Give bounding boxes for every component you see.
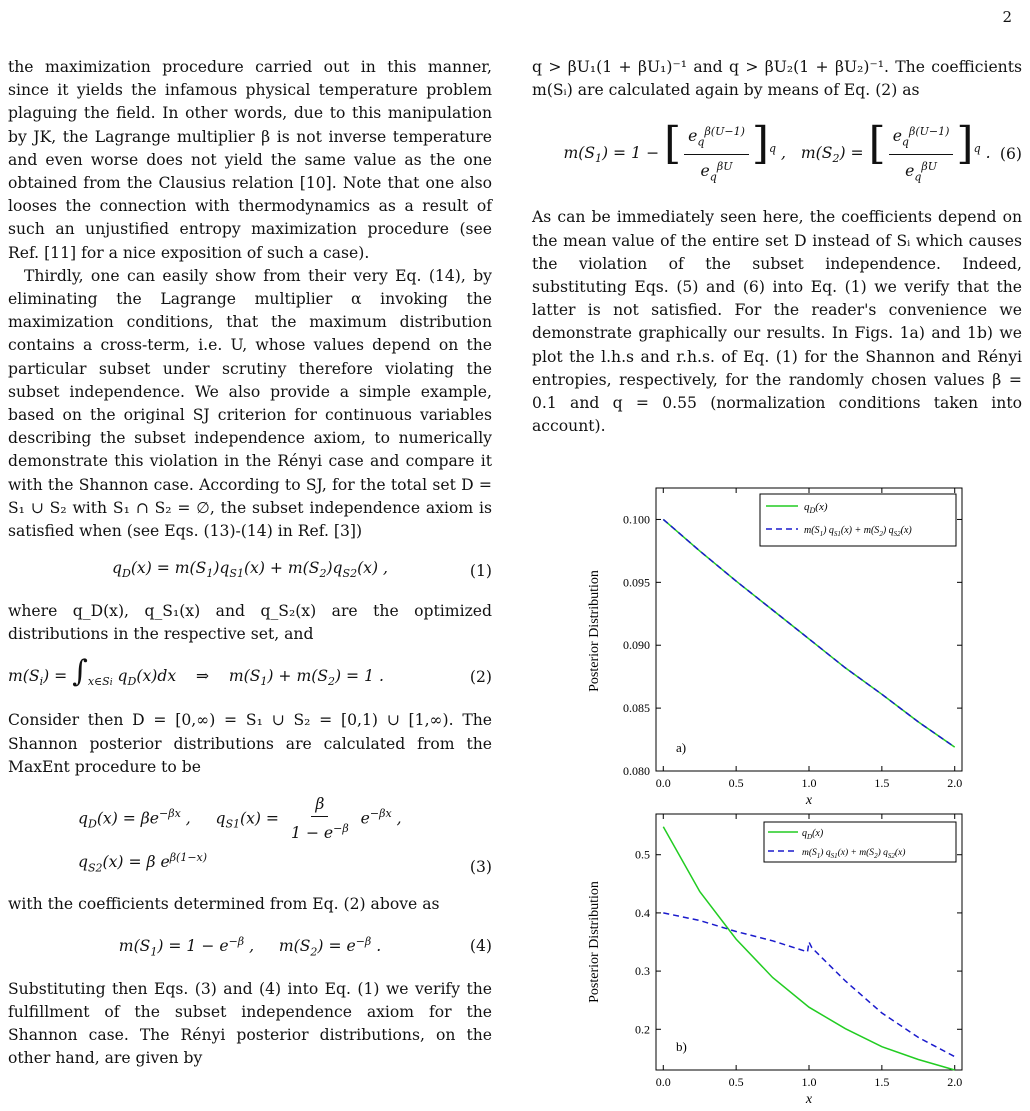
- series-line-solid: [663, 827, 954, 1070]
- equation-number: (6): [999, 144, 1022, 163]
- y-axis-label: Posterior Distribution: [587, 881, 602, 1003]
- y-tick-label: 0.100: [623, 512, 650, 527]
- paragraph: where q_D(x), q_S₁(x) and q_S₂(x) are the optimized distributions in the respective set, and: [8, 601, 492, 643]
- equation-number: (4): [469, 937, 492, 956]
- legend-entry: $m(S_1) q_{S1}(x) + m(S_2)$ $q_{S2}(x)$: [802, 848, 906, 860]
- y-tick-label: 0.090: [623, 638, 650, 653]
- panel-label: a): [676, 740, 687, 755]
- paragraph: As can be immediately seen here, the coefficients depend on the mean value of the entire set D instead of Sᵢ which causes the violation of the subset independence. Indeed, substituting Eqs. (5) and (6) into Eq. (1) we verify that the latter is not satisfied. For the reader's convenience we demonstrate graphically our results. In Figs. 1a) and 1b) we plot the l.h.s and r.h.s. of Eq. (1) for the Shannon and Rényi entropies, respectively, for the randomly chosen values β = 0.1 and q = 0.55 (normalization conditions taken into account).: [532, 208, 1022, 436]
- x-tick-label: 0.0: [655, 1075, 671, 1089]
- x-tick-label: 0.0: [655, 776, 671, 790]
- y-tick-label: 0.2: [635, 1022, 650, 1037]
- paragraph: with the coefficients determined from Eq. (2) above as: [8, 895, 440, 913]
- legend-entry: $q_D(x)$: [804, 501, 828, 515]
- paragraph: Consider then D = [0,∞) = S₁ ∪ S₂ = [0,1) ∪ [1,∞). The Shannon posterior distributions are calculated from the MaxEnt procedure to be: [8, 711, 492, 776]
- y-tick-label: 0.3: [635, 964, 650, 979]
- series-lines: [663, 519, 954, 747]
- paragraph: Thirdly, one can easily show from their very Eq. (14), by eliminating the Lagrange multiplier α invoking the maximization conditions, that the maximum distribution contains a cross-term, i.e. U, whose values depend on the particular subset under scrutiny therefore violating the subset independence. We also provide a simple example, based on the original SJ criterion for continuous variables describing the subset independence axiom, to numerically demonstrate this violation in the Rényi case and compare it with the Shannon case. According to SJ, for the total set D = S₁ ∪ S₂ with S₁ ∩ S₂ = ∅, the subset independence axiom is satisfied when (see Eqs. (13)-(14) in Ref. [3]): [8, 266, 492, 541]
- y-axis-label: Posterior Distribution: [587, 570, 602, 692]
- figure-1a: [572, 466, 982, 806]
- left-column: [8, 56, 492, 1071]
- y-tick-label: 0.5: [635, 847, 650, 862]
- panel-label: b): [676, 1039, 687, 1054]
- legend-entry: $m(S_1) q_{S1}(x) + m(S_2)$ $q_{S2}(x)$: [804, 525, 912, 538]
- page-number: 2: [1002, 8, 1012, 26]
- y-tick-label: 0.095: [623, 575, 650, 590]
- series-line-dashed: [663, 519, 954, 747]
- y-tick-label: 0.085: [623, 701, 650, 716]
- x-tick-label: 1.5: [874, 1075, 890, 1089]
- y-tick-label: 0.4: [635, 905, 650, 920]
- legend: [764, 822, 956, 862]
- x-tick-label: 2.0: [947, 776, 963, 790]
- series-line-solid: [663, 519, 954, 747]
- x-tick-label: 2.0: [947, 1075, 963, 1089]
- x-axis-label: x: [805, 1092, 813, 1106]
- legend-entry: $q_D(x)$: [802, 828, 824, 841]
- x-axis-label: x: [805, 793, 813, 806]
- x-tick-label: 0.5: [728, 776, 744, 790]
- series-lines: [663, 827, 954, 1070]
- equation-number: (1): [469, 561, 492, 580]
- equation-6: $m(S_1) = 1$ − [ $\frac{e_q^{\beta(U-1)}}{e_q^{\beta U}}$ ]$^q$ , $m(S_2)$ = [ $\frac{e_q^{\beta(U-1)}}{e_q^{\beta U}}$ ]$^q$ . (6): [563, 118, 1022, 184]
- equation-2: $m(S_i) = \int_{x\in Si}$ $q_D(x)dx$ ⇒ $m(S_1) + m(S_2) = 1$ . (2): [8, 653, 492, 689]
- paragraph: Substituting then Eqs. (3) and (4) into Eq. (1) we verify the fulfillment of the subset independence axiom for the Shannon case. The Rényi posterior distributions, on the other hand, are given by: [8, 979, 492, 1068]
- equation-number: (2): [469, 668, 492, 687]
- equation-3: $q_D(x) = \beta e^{-\beta x}$ , $q_{S1}(x)$ = $\frac{\beta}{1 - e^{-\beta}}$ $e^{-\beta x}$ , $q_{S2}(x) = \beta$ $e^{\beta(1-x)}$ (3): [8, 793, 492, 879]
- equation-4: $m(S_1) = 1 - e^{-\beta}$ , $m(S_2) = e^{-\beta}$ . (4): [118, 935, 492, 959]
- x-tick-label: 1.5: [874, 776, 890, 790]
- paragraph: q > βU₁(1 + βU₁)⁻¹ and q > βU₂(1 + βU₂)⁻¹. The coefficients m(Sᵢ) are calculated again by means of Eq. (2) as: [532, 58, 1022, 100]
- x-tick-label: 1.0: [801, 776, 817, 790]
- x-tick-label: 0.5: [728, 1075, 744, 1089]
- series-line-dashed: [663, 913, 954, 1057]
- legend: [760, 494, 956, 546]
- y-tick-label: 0.080: [623, 764, 650, 778]
- equation-number: (3): [469, 857, 492, 876]
- right-column: [532, 56, 1022, 438]
- x-tick-label: 1.0: [801, 1075, 817, 1089]
- figure-1b: [572, 806, 982, 1106]
- equation-1: $q_D(x) = m(S_1)q_{S1}(x) + m(S_2)q_{S2}(x)$ , (1): [8, 557, 492, 585]
- paragraph: the maximization procedure carried out in this manner, since it yields the infamous physical temperature problem plaguing the field. In other words, due to this manipulation by JK, the Lagrange multiplier β is not inverse temperature and even worse does not yield the same value as the one obtained from the Clausius relation [10]. Note that one also looses the connection with thermodynamics as a result of such an unjustified entropy maximization procedure (see Ref. [11] for a nice exposition of such a case).: [8, 58, 492, 262]
